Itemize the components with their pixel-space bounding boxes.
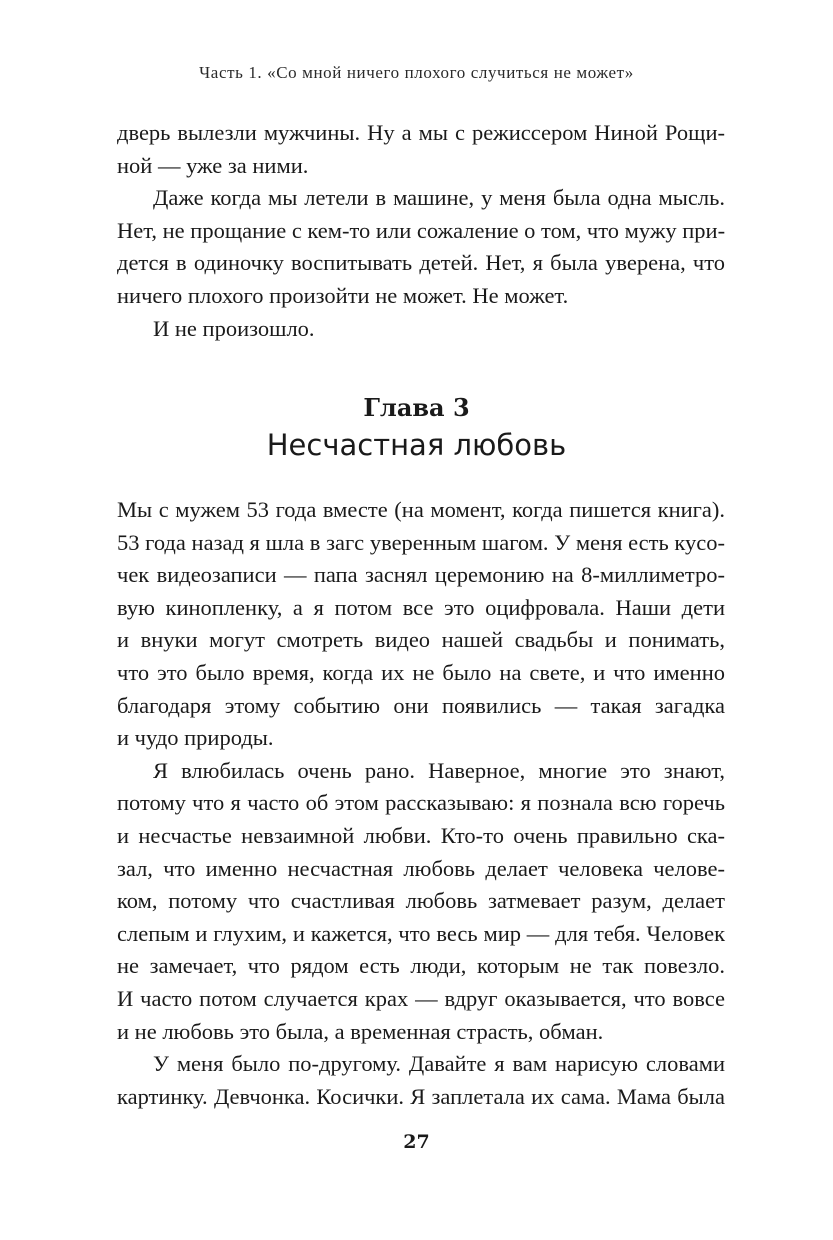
text-line: Мы с мужем 53 года вместе (на момент, когда пишется книга). — [117, 497, 725, 522]
text-line: потому что я часто об этом рассказываю: я познала всю горечь — [117, 790, 725, 816]
text-line: и чудо природы. — [117, 725, 274, 751]
page-number: 27 — [403, 1131, 430, 1153]
chapter-number: Глава 3 — [363, 393, 470, 422]
text-line: ничего плохого произойти не может. Не может. — [117, 282, 569, 308]
text-line: и не любовь это была, а временная страсть, обман. — [117, 1018, 604, 1044]
text-line: И часто потом случается крах — вдруг оказывается, что вовсе — [117, 985, 725, 1011]
text-line: ной — уже за ними. — [117, 152, 309, 178]
text-line: картинку. Девчонка. Косички. Я заплетала их сама. Мама была — [117, 1083, 725, 1109]
text-line: ком, потому что счастливая любовь затмевает разум, делает — [117, 888, 725, 914]
text-line: Я влюбилась очень рано. Наверное, многие это знают, — [153, 757, 725, 783]
text-line: вую кинопленку, а я потом все это оцифровала. Наши дети — [117, 594, 725, 620]
text-line: чек видеозаписи — папа заснял церемонию на 8-миллиметро- — [117, 562, 725, 588]
text-line: У меня было по-другому. Давайте я вам нарисую словами — [153, 1051, 725, 1077]
text-line: благодаря этому событию они появились — такая загадка — [117, 692, 725, 718]
top-text-block — [117, 117, 725, 345]
text-line: Даже когда мы летели в машине, у меня была одна мысль. — [153, 185, 725, 211]
text-line: 53 года назад я шла в загс уверенным шагом. У меня есть кусо- — [117, 529, 725, 555]
text-line: И не произошло. — [153, 315, 315, 341]
text-line: не замечает, что рядом есть люди, которым не так повезло. — [117, 953, 725, 979]
text-line: Нет, не прощание с кем-то или сожаление о том, что мужу при- — [117, 217, 726, 243]
chapter-title: Несчастная любовь — [266, 428, 567, 462]
running-head: Часть 1. «Со мной ничего плохого случиться не может» — [199, 63, 634, 82]
text-line: и несчастье невзаимной любви. Кто-то очень правильно ска- — [117, 822, 725, 848]
text-line: зал, что именно несчастная любовь делает человека челове- — [117, 855, 725, 881]
text-line: что это было время, когда их не было на свете, и что именно — [117, 659, 725, 685]
text-line: дверь вылезли мужчины. Ну а мы с режиссером Ниной Рощи- — [117, 120, 725, 145]
text-line: слепым и глухим, и кажется, что весь мир — для тебя. Человек — [117, 920, 725, 946]
body-text-block — [117, 494, 725, 1113]
text-line: и внуки могут смотреть видео нашей свадьбы и понимать, — [117, 627, 725, 653]
text-line: дется в одиночку воспитывать детей. Нет, я была уверена, что — [117, 250, 725, 276]
